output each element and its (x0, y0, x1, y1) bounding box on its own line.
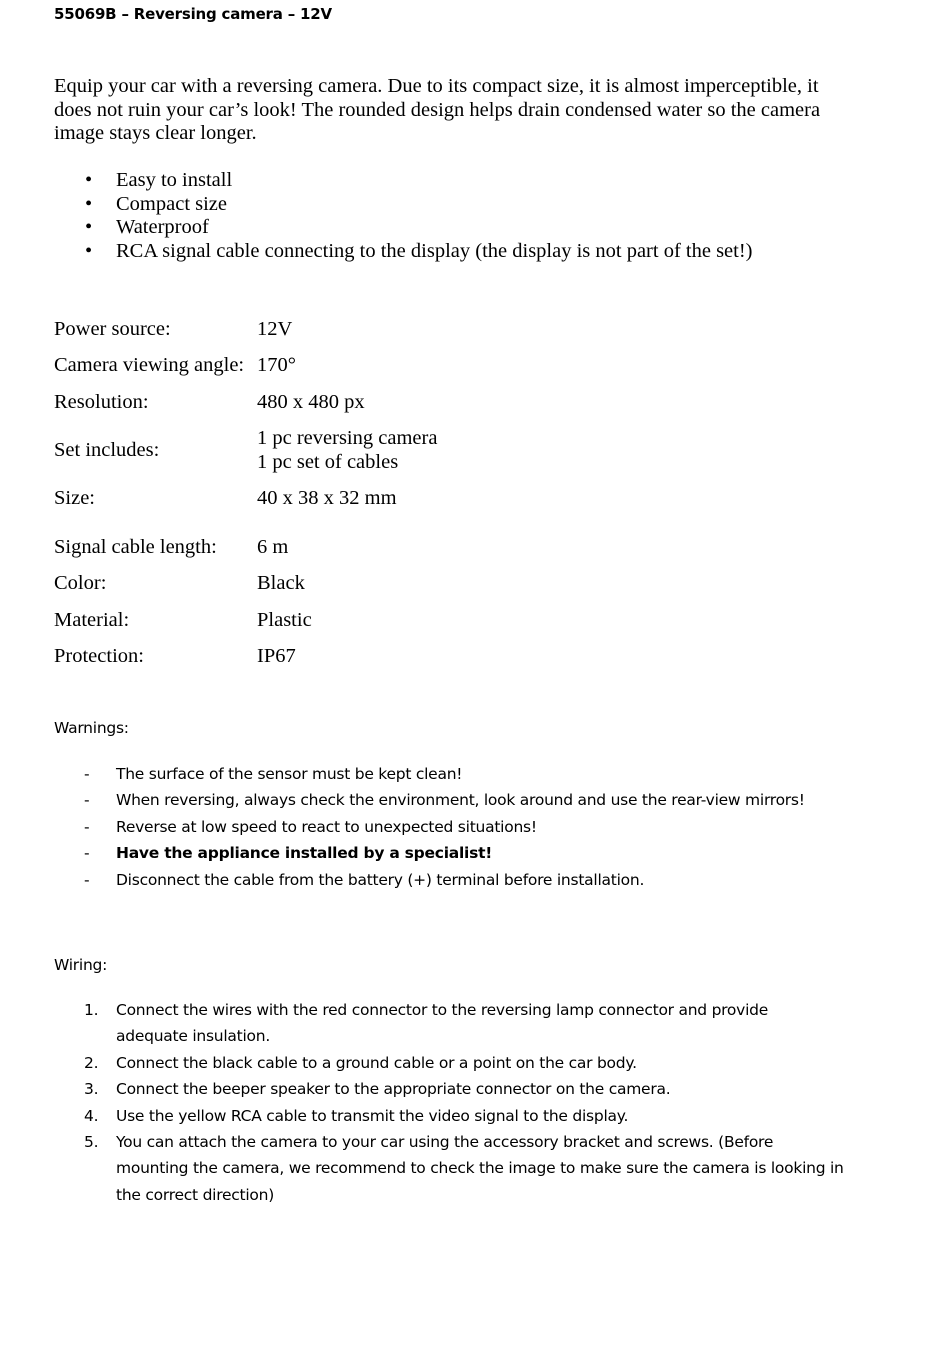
feature-text: Waterproof (116, 216, 209, 238)
step-number: 1. (84, 1001, 99, 1019)
step-text: Connect the beeper speaker to the appropriate connector on the camera. (116, 1080, 671, 1099)
spec-label: Power source: (54, 318, 171, 340)
warning-text: Disconnect the cable from the battery (+) terminal before installation. (116, 870, 645, 889)
spec-value: 1 pc reversing camera (257, 427, 438, 449)
list-item (54, 1129, 844, 1208)
spec-value: 170° (257, 354, 296, 376)
step-text: Connect the wires with the red connector to the reversing lamp connector and provide adequate insulation. (116, 1001, 769, 1046)
list-item (54, 762, 805, 788)
spec-value: Black (257, 572, 305, 594)
list-item (54, 1050, 844, 1076)
spec-value: 40 x 38 x 32 mm (257, 487, 397, 509)
feature-text: Easy to install (116, 169, 233, 191)
warning-text: The surface of the sensor must be kept clean! (116, 765, 463, 783)
spec-label: Resolution: (54, 391, 149, 413)
spec-label: Set includes: (54, 439, 160, 461)
spec-table (54, 0, 654, 700)
dash-icon: - (84, 817, 90, 836)
spec-label: Protection: (54, 645, 144, 667)
feature-text: RCA signal cable connecting to the display (the display is not part of the set!) (116, 239, 753, 262)
spec-value: 6 m (257, 536, 289, 558)
list-item (54, 868, 805, 894)
warning-text-bold: Have the appliance installed by a specialist! (116, 844, 493, 863)
dash-icon: - (84, 844, 90, 863)
list-item (54, 997, 844, 1050)
feature-text: Compact size (116, 192, 228, 215)
list-item (54, 788, 805, 814)
spec-label: Color: (54, 572, 107, 594)
step-text: Use the yellow RCA cable to transmit the video signal to the display. (116, 1106, 629, 1125)
list-item (54, 1103, 844, 1129)
bullet-icon: • (85, 239, 93, 262)
spec-value: IP67 (257, 645, 296, 667)
bullet-icon: • (85, 216, 93, 238)
dash-icon: - (84, 765, 90, 783)
list-item (54, 1076, 844, 1102)
warnings-list (54, 762, 805, 894)
step-number: 3. (84, 1080, 99, 1099)
spec-value: Plastic (257, 609, 312, 631)
dash-icon: - (84, 791, 90, 810)
step-number: 4. (84, 1106, 99, 1125)
list-item (54, 815, 805, 841)
step-number: 2. (84, 1053, 99, 1072)
step-number: 5. (84, 1133, 99, 1152)
step-text: Connect the black cable to a ground cable or a point on the car body. (116, 1053, 637, 1072)
intro-paragraph: Equip your car with a reversing camera. Due to its compact size, it is almost imperceptible, it does not ruin your car’s look! The rounded design helps drain condensed water so the camera image stays clear longer. (54, 75, 821, 144)
spec-label: Size: (54, 487, 95, 509)
spec-value: 12V (257, 318, 293, 340)
spec-label: Signal cable length: (54, 536, 217, 558)
spec-label: Camera viewing angle: (54, 354, 245, 376)
dash-icon: - (84, 870, 90, 889)
bullet-icon: • (85, 192, 93, 215)
spec-label: Material: (54, 609, 130, 631)
warning-text: When reversing, always check the environment, look around and use the rear-view mirrors! (116, 791, 805, 810)
list-item (54, 841, 805, 867)
step-text: You can attach the camera to your car using the accessory bracket and screws. (Before mounting the camera, we recommend to check the image to make sure the camera is looking in the correct direction) (116, 1133, 844, 1204)
warnings-heading: Warnings: (54, 719, 129, 737)
spec-value: 480 x 480 px (257, 391, 365, 413)
wiring-heading: Wiring: (54, 956, 108, 974)
bullet-icon: • (85, 169, 93, 191)
spec-value: 1 pc set of cables (257, 450, 399, 473)
document-title: 55069B – Reversing camera – 12V (54, 5, 332, 23)
warning-text: Reverse at low speed to react to unexpected situations! (116, 817, 537, 836)
wiring-steps-list (54, 997, 844, 1208)
